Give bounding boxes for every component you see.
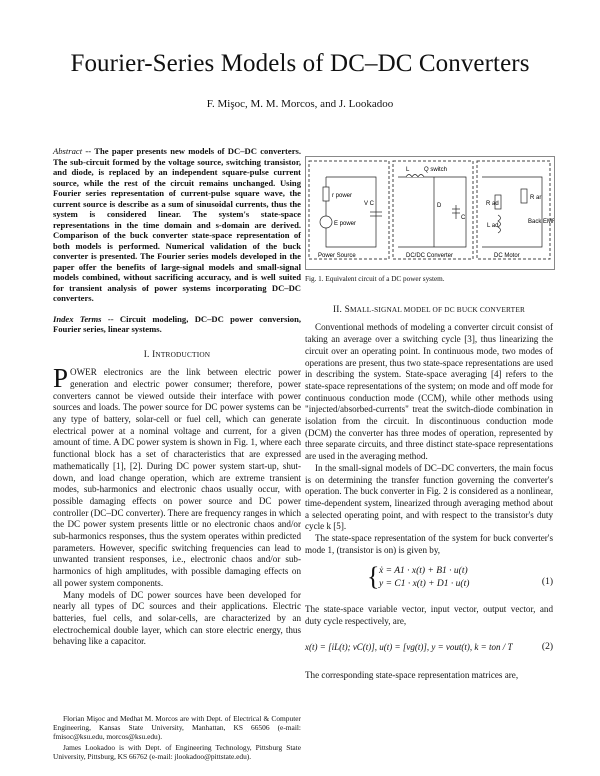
left-column (53, 146, 301, 648)
equivalent-circuit-diagram (306, 157, 554, 269)
label-c: C (461, 215, 466, 221)
equation-2 (305, 638, 553, 660)
inductor-l (406, 175, 424, 178)
r-power-resistor (323, 187, 329, 201)
label-back-emf: Back EMF (528, 219, 554, 225)
index-terms-label: Index Terms (53, 313, 102, 324)
footnote-affiliation-2: James Lookadoo is with Dept. of Engineering Technology, Pittsburg State University, Pittsburg, KS 66762 (e-mail: jlookadoo@pittstate.edu). (53, 743, 301, 761)
equation-1-number: (1) (541, 577, 553, 588)
intro-paragraph-2: Many models of DC power sources have been developed for nearly all types of DC sources and their applications. Electric batteries, fuel cells, and solar-cells, are characterized by an electrochemical double layer, which can store electric energy, thus behaving like a capacitor. (53, 589, 301, 647)
section2-paragraph-3: The state-space representation of the system for buck converter's mode 1, (transistor is on) is given by, (305, 533, 553, 555)
section2-title-initial: S (344, 304, 350, 315)
abstract-label: Abstract (53, 146, 83, 156)
equation-1 (305, 564, 553, 594)
footnote-affiliation-1: Florian Mişoc and Medhat M. Morcos are with Dept. of Electrical & Computer Engineering, Kansas State University, Manhattan, KS 66506 (e-mail: fmisoc@ksu.edu, morcos@ksu.edu). (53, 714, 301, 741)
equation-1-line-1: ẋ = A1 · x(t) + B1 · u(t) (379, 566, 468, 577)
section2-paragraph-5: The corresponding state-space representation matrices are, (305, 669, 519, 680)
section-heading-small-signal (305, 304, 553, 317)
block-label-power-source: Power Source (318, 253, 356, 259)
label-r-ar: R ar (530, 195, 542, 201)
block-label-motor: DC Motor (494, 253, 520, 259)
section-title-initial: I (152, 349, 156, 360)
section2-paragraph-2: In the small-signal models of DC–DC converters, the main focus is on determining the transfer function governing the converter's operation. The buck converter in Fig. 2 is considered as a nonlinear, time-dependent system, linearized through averaging method about a selected operating point, and with respect to the transistor's duty cycle k [5]. (305, 462, 553, 532)
paper-authors: F. Mişoc, M. M. Morcos, and J. Lookadoo (206, 98, 394, 110)
figure-1-caption: Fig. 1. Equivalent circuit of a DC power system. (305, 275, 445, 283)
label-r-ad: R ad (486, 201, 499, 207)
block-label-converter: DC/DC Converter (406, 253, 454, 259)
label-r-power: r power (332, 193, 353, 199)
equation-2-number: (2) (541, 641, 553, 652)
paper-title: Fourier-Series Models of DC–DC Converters (70, 50, 530, 77)
e-power-source (320, 216, 332, 228)
right-column (305, 146, 553, 682)
power-source-block (309, 161, 389, 259)
abstract (53, 146, 301, 304)
figure-1 (305, 156, 555, 270)
intro-paragraph-1-text: OWER electronics are the link between electric power generation and electric power consumer; therefore, power converters cannot be viewed outside their interface with power sources and loads. The power source for DC power systems can be any type of battery, solar-cell or fuel cell, which can generate electrical power at a nominal voltage and current, for a given amount of time. A DC power system is shown in Fig. 1, where each functional block has a set of characteristics that are expressed mathematically [1], [2]. During DC power system start-up, shut-down, and load change operation, which are extreme transient modes, sub-harmonics and electronic chaos usually occur, with possible damaging effects on power source and DC power controller (DC–DC converter). There are frequency ranges in which the DC power system presents little or no electronic chaos and/or sub-harmonics responses, thus the system operates within predicted parameters. However, specific switching frequencies can lead to unwanted transient responses, i.e., electronic chaos and/or sub-harmonics of high amplitudes, with possible damaging effects on all power system components. (53, 367, 301, 588)
equation-brace: { (367, 562, 380, 592)
label-q-switch: Q switch (424, 167, 448, 173)
index-terms (53, 314, 301, 335)
section2-number: II. (332, 304, 343, 315)
label-vc: V C (364, 201, 375, 207)
equation-2-body: x(t) = [iL(t); vC(t)], u(t) = [vg(t)], y = vout(t), k = ton / T (305, 641, 513, 652)
index-terms-text: -- Circuit modeling, DC–DC power conversion, Fourier series, linear systems. (53, 313, 301, 334)
intro-paragraph-1 (53, 363, 301, 589)
label-l: L (406, 167, 410, 173)
section-title-rest: NTRODUCTION (155, 349, 211, 359)
abstract-text: -- The paper presents new models of DC–DC converters. The sub-circuit formed by the voltage source, switching transistor, and diode, is replaced by an independent square-pulse current source, while the rest of the circuit remains unchanged. Using Fourier series representation of current-pulse square wave, the current source is describe as a sum of sinusoidal currents, thus the system is considered linear. The system's state-space representations in the time domain and s-domain are derived. Comparison of the buck converter state-space representation of both models is performed. Numerical validation of the buck converter is presented. The Fourier series models developed in the paper offer the benefits of large-signal models and small-signal models combined, without sacrificing accuracy, and is well suited for transient analysis of power systems incorporating DC–DC converters. (53, 146, 302, 303)
label-d: D (437, 203, 442, 209)
motor-block (477, 161, 550, 259)
section2-paragraph-1: Conventional methods of modeling a converter circuit consist of taking an average over a switching cycle [3], thus linearizing the circuit over an operating point. In continuous mode, two modes of operations are present, thus two state-space representations are used in describing the system. State-space averaging [4] refers to the state-space representations of the system; on mode and off mode for continuous conduction mode (CCM), while other methods using "injected/absorbed-currents" treat the switch-diode combination in isolation from the circuit. In discontinuous conduction mode (DCM) the converter has three modes of operation, represented by three separate circuits, and three distinct state-space representations are used in the averaging method. (305, 322, 553, 462)
section2-title-rest: MALL-SIGNAL MODEL OF DC BUCK CONVERTER (349, 304, 526, 314)
r-ar-resistor (521, 189, 527, 203)
drop-cap: P (53, 363, 69, 394)
label-l-ad: L ad (487, 223, 499, 229)
equation-1-line-2: y = C1 · x(t) + D1 · u(t) (379, 579, 470, 590)
label-e-power: E power (334, 221, 357, 227)
section2-paragraph-4: The state-space variable vector, input vector, output vector, and duty cycle respectively, are, (305, 604, 553, 627)
section-number: I. (143, 349, 150, 360)
converter-block (393, 161, 473, 259)
footnote (53, 714, 301, 763)
section-heading-introduction (53, 349, 301, 362)
